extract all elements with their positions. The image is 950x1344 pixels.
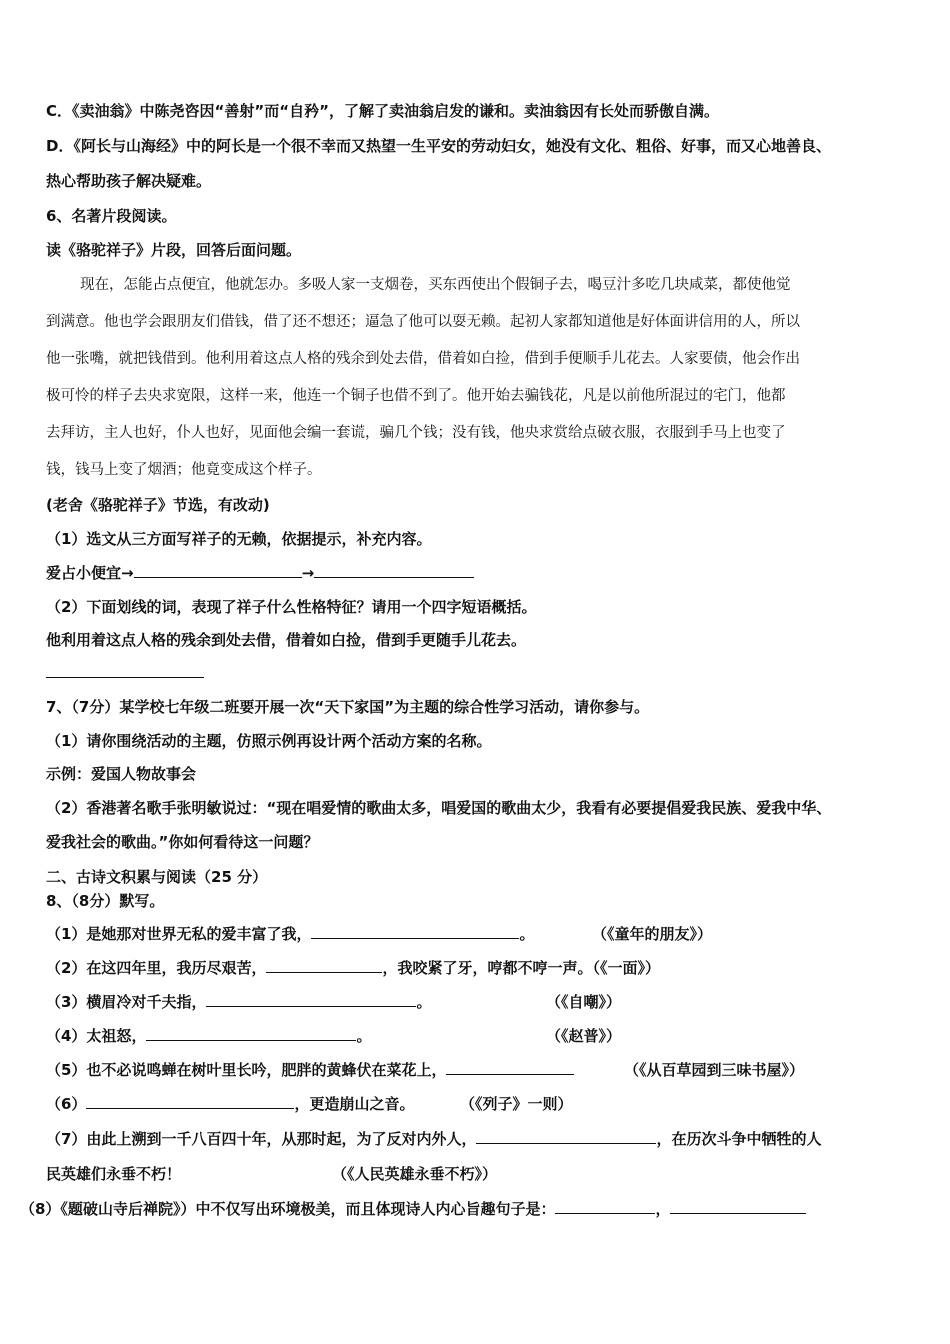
q8-4-text: （4）太祖怒， [46, 1027, 147, 1045]
q8-1-text: （1）是她那对世界无私的爱丰富了我， [46, 925, 312, 943]
q8-1-source: （《童年的朋友》） [592, 925, 713, 943]
q7-example: 示例：爱国人物故事会 [46, 765, 197, 783]
passage-line-5: 去拜访，主人也好，仆人也好，见面他会编一套谎，骗几个钱；没有钱，他央求赏给点破衣服，衣服到手马上也变了 [46, 425, 786, 441]
q6-1: （1）选文从三方面写祥子的无赖，依据提示，补充内容。 [46, 530, 432, 548]
answer-blank[interactable] [555, 1198, 655, 1214]
q8-8 [20, 1198, 806, 1220]
q8-5-text: （5）也不必说鸣蝉在树叶里长吟，肥胖的黄蜂伏在菜花上， [46, 1061, 447, 1079]
q7-2: （2）香港著名歌手张明敏说过：“现在唱爱情的歌曲太多，唱爱国的歌曲太少，我看有必要提倡爱我民族、爱我中华、 [46, 799, 832, 817]
q7-2-cont: 爱我社会的歌曲。”你如何看待这一问题？ [46, 833, 319, 851]
q6-2-quote: 他利用着这点人格的残余到处去借，借着如白捡，借到手更随手儿花去。 [46, 631, 527, 649]
q8-6 [46, 1093, 414, 1115]
q8-5 [46, 1059, 574, 1081]
answer-blank[interactable] [311, 923, 519, 939]
q8-3 [46, 991, 431, 1013]
passage-line-3: 他一张嘴，就把钱借到。他利用着这点人格的残余到处去借，借着如白捡，借到手便顺手儿花去。人家要债，他会作出 [46, 351, 800, 367]
q8-6-end: ，更造崩山之音。 [294, 1095, 415, 1113]
passage-line-1: 现在，怎能占点便宜，他就怎办。多吸人家一支烟卷，买东西使出个假铜子去，喝豆汁多吃几块咸菜，都使他觉 [80, 277, 791, 293]
section-2-heading: 二、古诗文积累与阅读（25 分） [46, 868, 268, 886]
option-c-text: 《卖油翁》中陈尧咨因“善射”而“自矜”，了解了卖油翁启发的谦和。卖油翁因有长处而骄傲自满。 [72, 102, 719, 120]
q8-1 [46, 923, 534, 945]
q8-2-text: （2）在这四年里，我历尽艰苦， [46, 959, 267, 977]
answer-blank[interactable] [146, 1025, 356, 1041]
option-d-text: 《阿长与山海经》中的阿长是一个很不幸而又热望一生平安的劳动妇女，她没有文化、粗俗、好事，而又心地善良、 [73, 137, 831, 155]
q8-7-end: ，在历次斗争中牺牲的人 [656, 1130, 822, 1148]
q8-8-comma: ， [655, 1200, 671, 1218]
answer-blank[interactable] [86, 1093, 294, 1109]
q8-8-text: （8）《题破山寺后禅院》）中不仅写出环境极美，而且体现诗人内心旨趣句子是： [20, 1200, 556, 1218]
q8-7 [46, 1128, 821, 1150]
q6-2: （2）下面划线的词，表现了祥子什么性格特征？请用一个四字短语概括。 [46, 598, 537, 616]
q8-5-source: （《从百草园到三味书屋》） [624, 1061, 805, 1079]
arrow-2: → [301, 564, 315, 582]
q6-title: 6、名著片段阅读。 [46, 207, 177, 225]
q8-7-text: （7）由此上溯到一千八百四十年，从那时起，为了反对内外人， [46, 1130, 477, 1148]
q6-1-start: 爱占小便宜 [46, 564, 122, 582]
option-d [46, 135, 831, 157]
q8-2-end: ，我咬紧了牙，哼都不哼一声。（《一面》） [382, 959, 660, 977]
q8-7-cont: 民英雄们永垂不朽！ [46, 1165, 182, 1183]
passage-line-2: 到满意。他也学会跟朋友们借钱，借了还不想还；逼急了他可以耍无赖。起初人家都知道他是好体面讲信用的人，所以 [46, 314, 800, 330]
q8-3-text: （3）横眉冷对千夫指， [46, 993, 207, 1011]
q8-1-end: 。 [519, 925, 535, 943]
q6-1-answer-row [46, 562, 474, 584]
option-d-label: D． [46, 137, 74, 155]
q7: 7、（7分）某学校七年级二班要开展一次“天下家国”为主题的综合性学习活动，请你参与。 [46, 698, 650, 716]
q8-3-source: （《自嘲》） [546, 993, 622, 1011]
option-c-label: C． [46, 102, 73, 120]
q8-2 [46, 957, 660, 979]
answer-blank[interactable] [134, 562, 302, 578]
passage-source: (老舍《骆驼祥子》节选，有改动) [46, 496, 270, 514]
answer-blank[interactable] [670, 1198, 806, 1214]
answer-blank[interactable] [266, 957, 382, 973]
q6-intro: 读《骆驼祥子》片段，回答后面问题。 [46, 241, 302, 259]
q8-3-end: 。 [416, 993, 432, 1011]
q8-7-source: （《人民英雄永垂不朽》） [332, 1165, 498, 1183]
answer-blank[interactable] [206, 991, 416, 1007]
passage-line-6: 钱，钱马上变了烟酒；他竟变成这个样子。 [46, 462, 322, 478]
answer-blank[interactable] [314, 562, 474, 578]
answer-blank[interactable] [476, 1128, 656, 1144]
q7-1: （1）请你围绕活动的主题，仿照示例再设计两个活动方案的名称。 [46, 732, 492, 750]
q8-4-end: 。 [356, 1027, 372, 1045]
q8-6-text: （6） [46, 1095, 87, 1113]
option-d-cont: 热心帮助孩子解决疑难。 [46, 172, 212, 190]
answer-blank[interactable] [446, 1059, 574, 1075]
q8: 8、（8分）默写。 [46, 892, 165, 910]
option-c [46, 100, 719, 122]
arrow-1: → [121, 564, 134, 582]
q8-4-source: （《赵普》） [546, 1027, 622, 1045]
q8-4 [46, 1025, 371, 1047]
answer-line[interactable] [46, 677, 204, 678]
passage-line-4: 极可怜的样子去央求宽限，这样一来，他连一个铜子也借不到了。他开始去骗钱花，凡是以前他所混过的宅门，他都 [46, 388, 786, 404]
q8-6-source: （《列子》一则） [460, 1095, 573, 1113]
